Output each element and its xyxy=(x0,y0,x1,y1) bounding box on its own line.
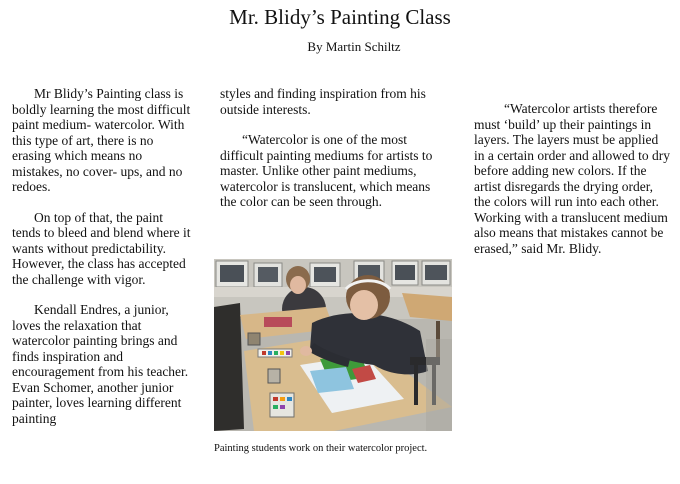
classroom-photo xyxy=(214,259,452,431)
paragraph-quote-1: “Watercolor is one of the most difficult painting mediums for artists to master. Unlike other paint mediums, watercolor is translucent, which means the color can be seen through. xyxy=(220,132,433,209)
photo-caption: Painting students work on their watercolor project. xyxy=(214,443,428,454)
article-title: Mr. Blidy’s Painting Class xyxy=(229,5,451,29)
paragraph-bleed: On top of that, the paint tends to bleed and blend where it wants without predictability. However, the class has accepted the challenge with vigor. xyxy=(12,209,191,287)
paragraph-students-continued: styles and finding inspiration from his outside interests. xyxy=(220,86,426,117)
paragraph-quote-2: “Watercolor artists therefore must ‘build’ up their paintings in layers. The layers must be applied in a certain order and allowed to dry before adding new colors. If the artist disregards the drying order, the colors will run into each other. Working with a translucent medium also means that mistakes cannot be erased,” said Mr. Blidy. xyxy=(474,101,671,256)
article-column-3 xyxy=(474,101,672,271)
article-byline: By Martin Schiltz xyxy=(307,39,401,54)
paragraph-students: Kendall Endres, a junior, loves the relaxation that watercolor painting brings and finds inspiration and encouragement from his teacher. Evan Schomer, another junior painter, loves learning different painting xyxy=(12,302,189,426)
article-column-2 xyxy=(220,86,450,225)
article-column-1 xyxy=(12,86,192,441)
paragraph-intro: Mr Blidy’s Painting class is boldly learning the most difficult paint medium- watercolor. With this type of art, there is no erasing which means no mistakes, no cover- ups, and no redoes. xyxy=(12,86,191,194)
